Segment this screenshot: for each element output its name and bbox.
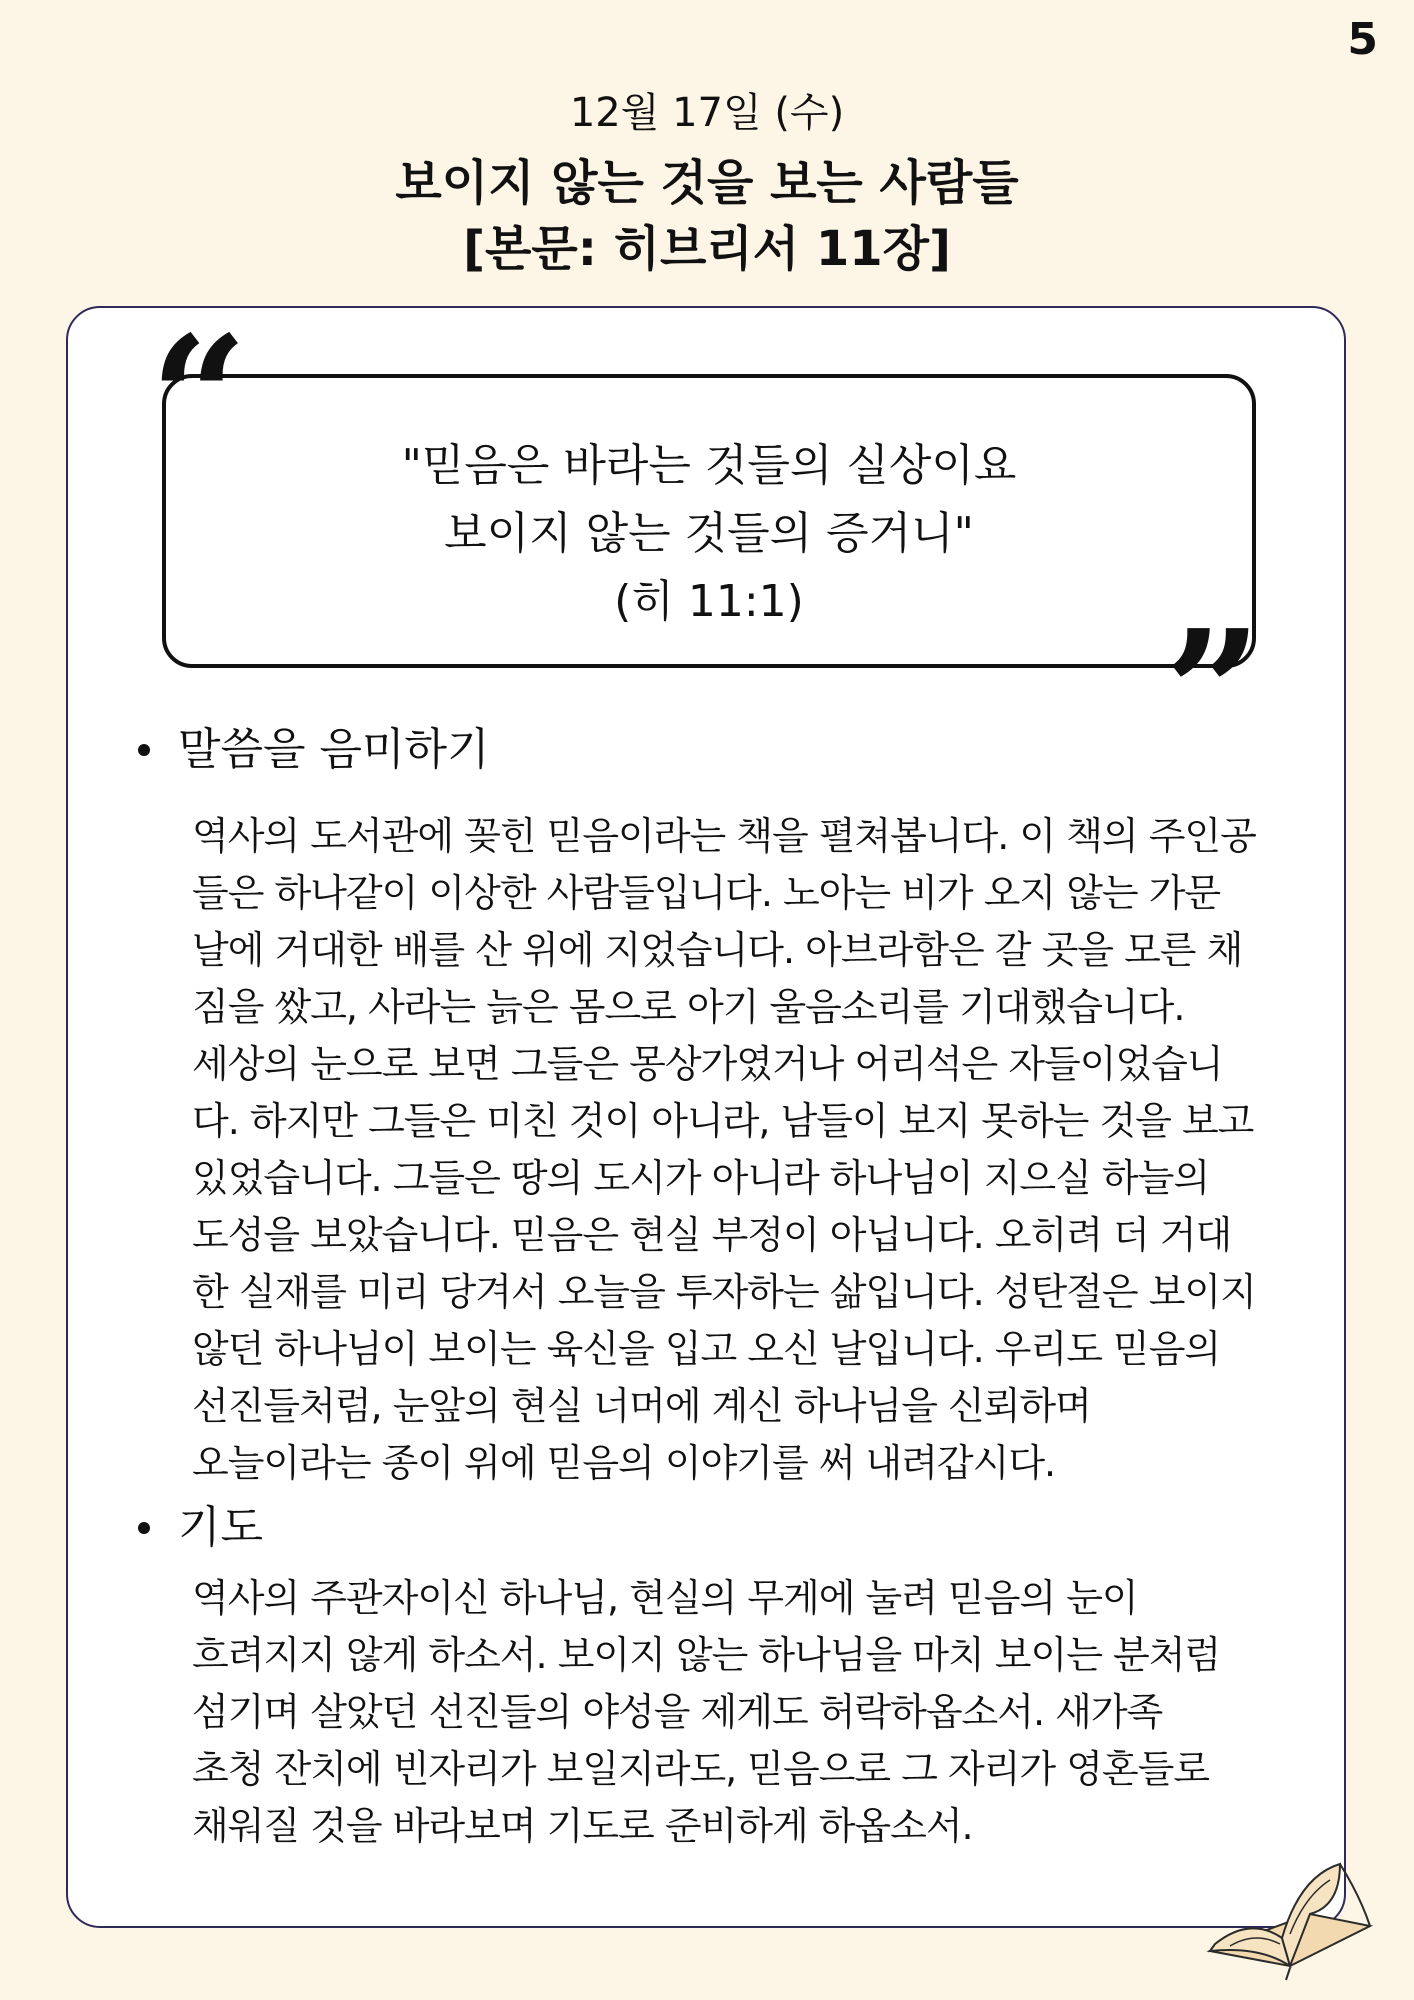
devotion-date: 12월 17일 (수) xyxy=(569,90,845,136)
body-line: 채워질 것을 바라보며 기도로 준비하게 하옵소서. xyxy=(192,1804,973,1848)
meditation-heading-text: 말씀을 음미하기 xyxy=(178,724,490,775)
body-line: 역사의 도서관에 꽂힌 믿음이라는 책을 펼쳐봅니다. 이 책의 주인공 xyxy=(192,814,1256,858)
prayer-heading xyxy=(138,1498,1268,1558)
body-line: 초청 잔치에 빈자리가 보일지라도, 믿음으로 그 자리가 영혼들로 xyxy=(192,1747,1210,1791)
page-header xyxy=(0,84,1414,282)
open-quote-icon: “ xyxy=(150,299,248,499)
quote-box xyxy=(162,374,1256,668)
body-line: 역사의 주관자이신 하나님, 현실의 무게에 눌려 믿음의 눈이 xyxy=(192,1576,1138,1620)
body-line: 짐을 쌌고, 사라는 늙은 몸으로 아기 울음소리를 기대했습니다. xyxy=(192,985,1185,1029)
page-title: 보이지 않는 것을 보는 사람들 xyxy=(395,155,1019,211)
meditation-section xyxy=(138,720,1268,1492)
body-line: 않던 하나님이 보이는 육신을 입고 오신 날입니다. 우리도 믿음의 xyxy=(192,1327,1221,1371)
bullet-icon xyxy=(138,1522,150,1534)
quote-line-2: 보이지 않는 것들의 증거니" xyxy=(444,508,974,559)
bullet-icon xyxy=(138,744,150,756)
body-line: 있었습니다. 그들은 땅의 도시가 아니라 하나님이 지으실 하늘의 xyxy=(192,1156,1210,1200)
body-line: 세상의 눈으로 보면 그들은 몽상가였거나 어리석은 자들이었습니 xyxy=(192,1042,1223,1086)
content-card xyxy=(66,299,1346,1928)
close-quote-icon: ” xyxy=(1164,593,1262,793)
quote-line-1: "믿음은 바라는 것들의 실상이요 xyxy=(401,440,1017,491)
body-line: 흐려지지 않게 하소서. 보이지 않는 하나님을 마치 보이는 분처럼 xyxy=(192,1633,1221,1677)
body-line: 다. 하지만 그들은 미친 것이 아니라, 남들이 보지 못하는 것을 보고 xyxy=(192,1099,1254,1143)
body-line: 도성을 보았습니다. 믿음은 현실 부정이 아닙니다. 오히려 더 거대 xyxy=(192,1213,1232,1257)
body-line: 오늘이라는 종이 위에 믿음의 이야기를 써 내려갑시다. xyxy=(192,1441,1056,1485)
body-line: 날에 거대한 배를 산 위에 지었습니다. 아브라함은 갈 곳을 모른 채 xyxy=(192,928,1243,972)
meditation-heading xyxy=(138,720,1268,780)
scripture-passage: [본문: 히브리서 11장] xyxy=(463,221,951,277)
page-number: 5 xyxy=(1347,14,1378,65)
body-line: 섬기며 살았던 선진들의 야성을 제게도 허락하옵소서. 새가족 xyxy=(192,1690,1163,1734)
prayer-section xyxy=(138,1498,1268,1855)
prayer-body xyxy=(192,1570,1268,1855)
quote-reference: (히 11:1) xyxy=(614,576,804,627)
open-book-icon xyxy=(1190,1856,1390,1986)
meditation-body xyxy=(192,808,1268,1492)
prayer-heading-text: 기도 xyxy=(178,1502,264,1553)
body-line: 들은 하나같이 이상한 사람들입니다. 노아는 비가 오지 않는 가문 xyxy=(192,871,1221,915)
body-line: 한 실재를 미리 당겨서 오늘을 투자하는 삶입니다. 성탄절은 보이지 xyxy=(192,1270,1256,1314)
body-line: 선진들처럼, 눈앞의 현실 너머에 계신 하나님을 신뢰하며 xyxy=(192,1384,1091,1428)
